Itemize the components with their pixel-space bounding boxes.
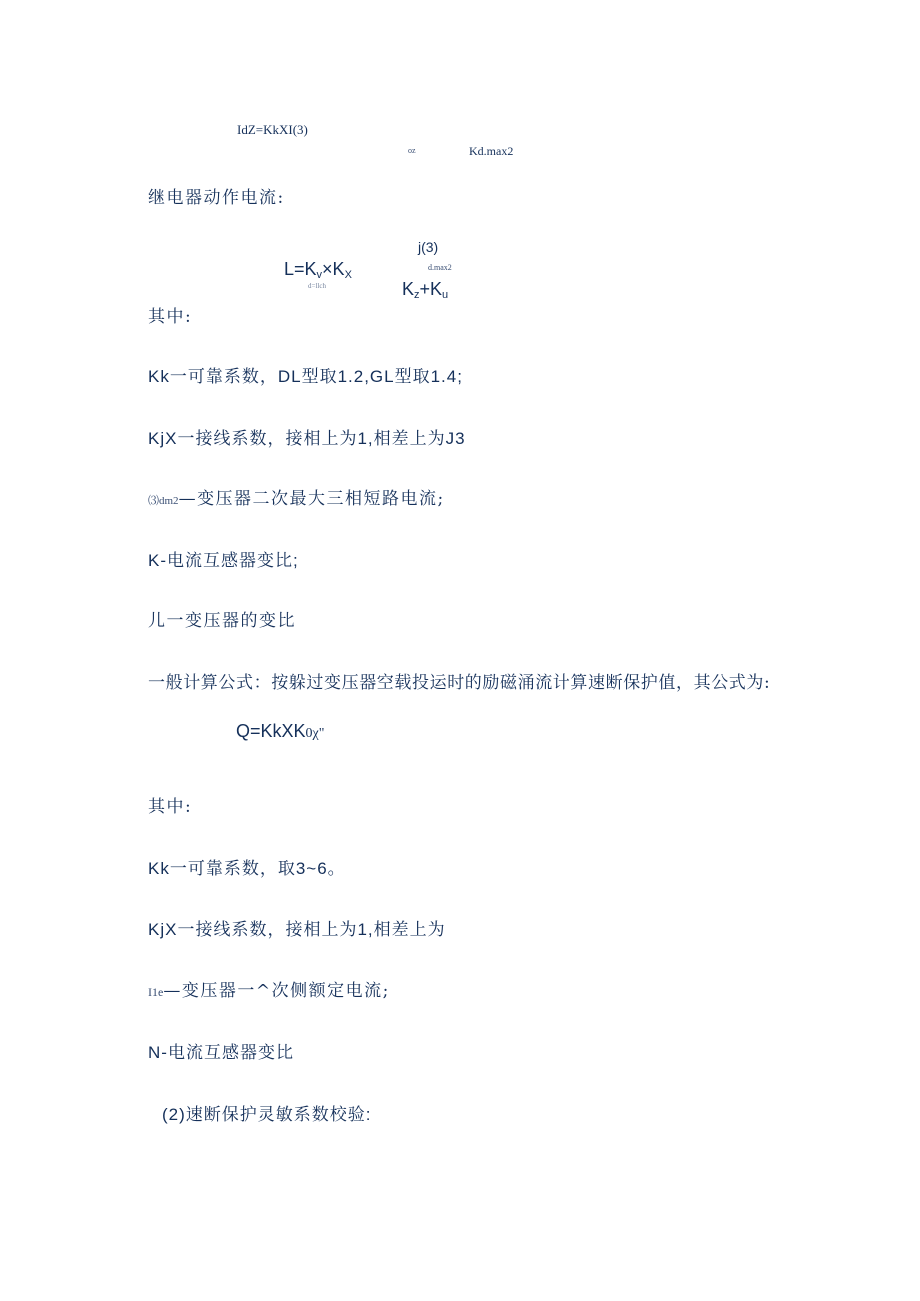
relay-formula-lhs: $L=K_v\times K_X$ [284, 259, 352, 281]
relay-formula-denominator: $K_z+K_u$ [402, 279, 449, 301]
formula-q: Q=KkXK0χ" [236, 721, 325, 741]
transformer-short-circuit-text: —变压器二次最大三相短路电流; [178, 489, 445, 509]
kk-description-1: Kk一可靠系数，DL型取1.2,GL型取1.4; [148, 367, 463, 386]
rated-current-line [148, 983, 390, 1000]
relay-formula-j3: j(3) [418, 239, 439, 255]
where-label-2: 其中: [148, 797, 193, 817]
transformer-short-circuit-line [148, 491, 445, 508]
kjx-description-1: KjX一接线系数，接相上为1,相差上为J3 [148, 429, 466, 448]
relay-formula-blurred-subscript: d=llch [308, 282, 326, 290]
relay-formula-dmax2: d.max2 [428, 263, 452, 272]
ct-ratio-description-2: N-电流互感器变比 [148, 1043, 294, 1062]
rated-current-symbol: I1e [148, 985, 164, 999]
transformer-ratio-description: 儿一变压器的变比 [148, 611, 296, 631]
kk-description-2: Kk一可靠系数，取3~6。 [148, 859, 346, 878]
formula-kdmax2: Kd.max2 [469, 144, 514, 158]
sensitivity-check-heading: (2)速断保护灵敏系数校验: [162, 1105, 372, 1124]
relay-current-label: 继电器动作电流: [148, 188, 285, 208]
kjx-description-2: KjX一接线系数，接相上为1,相差上为 [148, 920, 446, 939]
where-label-1: 其中: [148, 307, 193, 327]
formula-idz: IdZ=KkXI(3) [237, 122, 308, 137]
transformer-short-circuit-symbol: ⑶dm2 [148, 495, 179, 507]
general-formula-description: 一般计算公式：按躲过变压器空载投运时的励磁涌流计算速断保护值，其公式为: [148, 673, 771, 693]
ct-ratio-description-1: K-电流互感器变比; [148, 551, 299, 570]
formula-oz-subscript: oz [408, 146, 416, 155]
rated-current-text: —变压器一^次侧额定电流; [163, 981, 390, 1001]
